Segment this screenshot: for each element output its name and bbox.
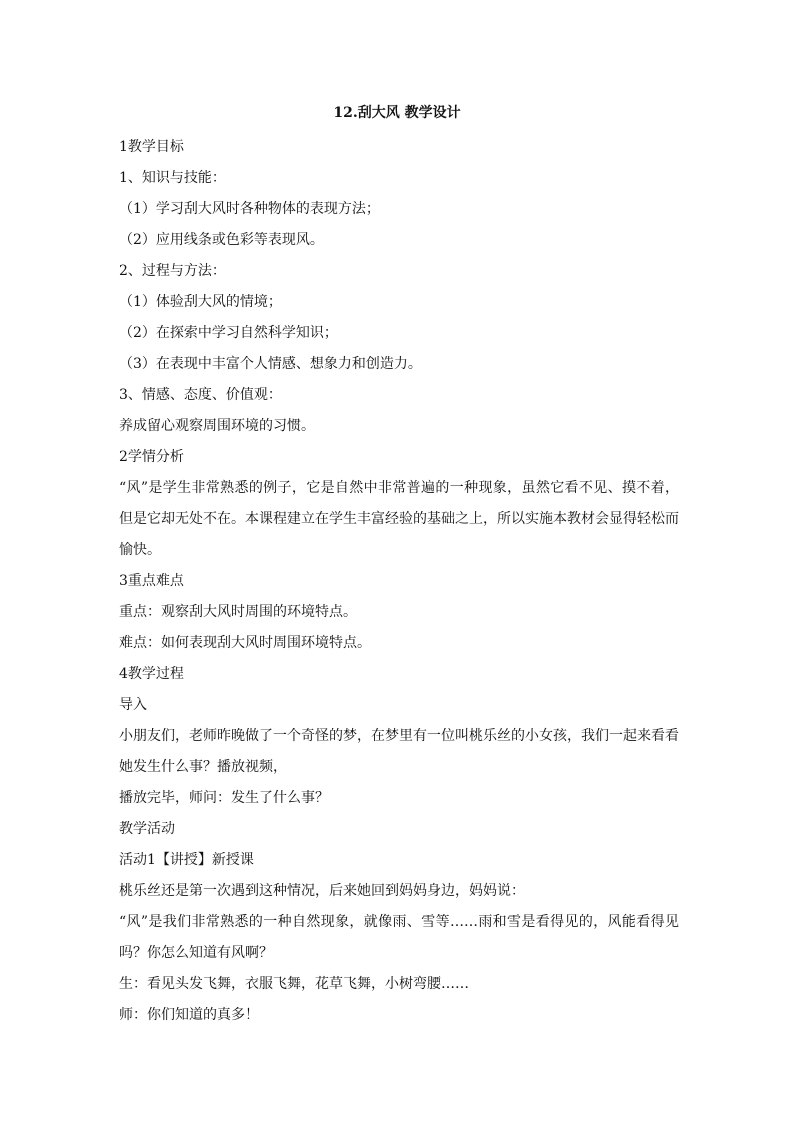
list-item: （3）在表现中丰富个人情感、想象力和创造力。 — [119, 356, 422, 372]
document-body — [119, 132, 679, 1031]
subsection-heading: 3、情感、态度、价值观： — [119, 387, 282, 403]
list-item: （2）在探索中学习自然科学知识； — [119, 325, 338, 341]
document-title: 12.刮大风 教学设计 — [333, 105, 461, 121]
section-heading: 2学情分析 — [119, 449, 184, 465]
body-text: 生：看见头发飞舞，衣服飞舞，花草飞舞，小树弯腰…… — [119, 976, 469, 992]
list-item: （1）体验刮大风的情境； — [119, 294, 282, 310]
body-text: 难点：如何表现刮大风时周围环境特点。 — [119, 635, 371, 651]
section-heading: 3重点难点 — [119, 573, 184, 589]
subsection-heading: 教学活动 — [119, 821, 175, 837]
section-heading: 4教学过程 — [119, 666, 184, 682]
subsection-heading: 活动1【讲授】新授课 — [119, 852, 254, 868]
subsection-heading: 1、知识与技能： — [119, 170, 226, 186]
body-text: 桃乐丝还是第一次遇到这种情况，后来她回到妈妈身边，妈妈说： — [119, 883, 525, 899]
body-text: 养成留心观察周围环境的习惯。 — [119, 418, 315, 434]
body-paragraph: “风”是学生非常熟悉的例子，它是自然中非常普遍的一种现象，虽然它看不见、摸不着，但是它却无处不在。本课程建立在学生丰富经验的基础之上，所以实施本教材会显得轻松而愉快。 — [119, 480, 679, 558]
subsection-heading: 导入 — [119, 697, 147, 713]
body-paragraph: “风”是我们非常熟悉的一种自然现象，就像雨、雪等……雨和雪是看得见的，风能看得见吗？你怎么知道有风啊？ — [119, 914, 679, 961]
list-item: （1）学习刮大风时各种物体的表现方法； — [119, 201, 380, 217]
body-paragraph: 小朋友们，老师昨晚做了一个奇怪的梦，在梦里有一位叫桃乐丝的小女孩，我们一起来看看她发生什么事？播放视频， — [119, 728, 679, 775]
list-item: （2）应用线条或色彩等表现风。 — [119, 232, 324, 248]
body-text: 师：你们知道的真多！ — [119, 1007, 259, 1023]
section-heading: 1教学目标 — [119, 139, 184, 155]
body-text: 重点：观察刮大风时周围的环境特点。 — [119, 604, 357, 620]
subsection-heading: 2、过程与方法： — [119, 263, 226, 279]
body-text: 播放完毕，师问：发生了什么事？ — [119, 790, 329, 806]
